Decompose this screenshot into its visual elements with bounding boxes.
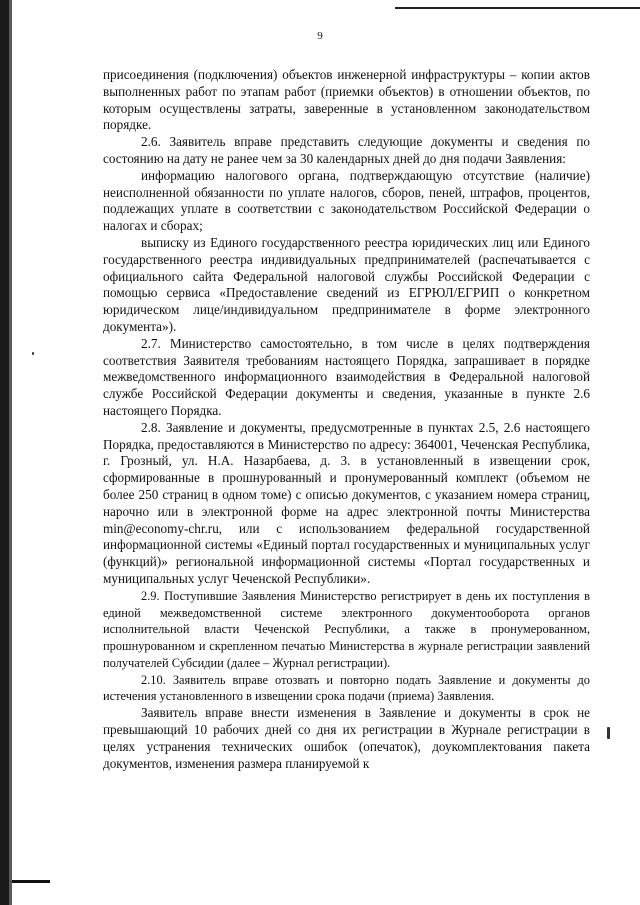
scan-edge-left (0, 0, 9, 905)
paragraph: присоединения (подключения) объектов инженерной инфраструктуры – копии актов выполненных работ по этапам работ (приемки объектов) в отношении объектов, по которым осуществлены затраты, заверенные в установленном законодательством порядке. (103, 67, 590, 133)
scan-edge-shadow (9, 0, 12, 905)
document-body (103, 67, 590, 772)
scan-speck (607, 727, 610, 739)
paragraph: 2.7. Министерство самостоятельно, в том числе в целях подтверждения соответствия Заявителя требованиям настоящего Порядка, запрашивает в порядке межведомственного информационного взаимодействия в Федеральной налоговой службе Российской Федерации документы и сведения, указанные в пункте 2.6 настоящего Порядка. (103, 335, 590, 418)
paragraph: 2.8. Заявление и документы, предусмотренные в пунктах 2.5, 2.6 настоящего Порядка, предоставляются в Министерство по адресу: 364001, Чеченская Республика, г. Грозный, ул. Н.А. Назарбаева, д. 3. в установленный в извещении срок, сформированные в прошнурованный и пронумерованный комплект (объемом не более 250 страниц в одном томе) с описью документов, с указанием номера страниц, нарочно или в электронной форме на адрес электронной почты Министерства min@economy-chr.ru, или с использованием федеральной государственной информационной системы «Единый портал государственных и муниципальных услуг (функций)» региональной информационной системы «Портал государственных и муниципальных услуг Чеченской Республики». (103, 419, 590, 586)
page-number: 9 (317, 30, 323, 42)
paragraph: информацию налогового органа, подтверждающую отсутствие (наличие) неисполненной обязанности по уплате налогов, сборов, пеней, штрафов, процентов, подлежащих уплате в соответствии с законодательством Российской Федерации о налогах и сборах; (103, 167, 590, 234)
paragraph: 2.9. Поступившие Заявления Министерство регистрирует в день их поступления в единой межведомственной системе электронного документооборота органов исполнительной власти Чеченской Республики, а также в пронумерованном, прошнурованном и скрепленном печатью Министерства в журнале регистрации заявлений получателей Субсидии (далее – Журнал регистрации). (103, 588, 590, 670)
scan-speck (32, 352, 34, 355)
scan-line-top (395, 7, 640, 9)
scan-mark-bottom (12, 880, 50, 883)
paragraph: 2.10. Заявитель вправе отозвать и повторно подать Заявление и документы до истечения установленного в извещении срока подачи (приема) Заявления. (103, 672, 590, 704)
paragraph: выписку из Единого государственного реестра юридических лиц или Единого государственного реестра индивидуальных предпринимателей (распечатывается с официального сайта Федеральной налоговой службы Российской Федерации с помощью сервиса «Предоставление сведений из ЕГРЮЛ/ЕГРИП о конкретном юридическом лице/индивидуальном предпринимателе в форме электронного документа»). (103, 234, 590, 334)
paragraph: Заявитель вправе внести изменения в Заявление и документы в срок не превышающий 10 рабочих дней со дня их регистрации в Журнале регистрации в целях устранения технических ошибок (опечаток), доукомплектования пакета документов, изменения размера планируемой к (103, 705, 590, 771)
paragraph: 2.6. Заявитель вправе представить следующие документы и сведения по состоянию на дату не ранее чем за 30 календарных дней до дня подачи Заявления: (103, 134, 590, 166)
